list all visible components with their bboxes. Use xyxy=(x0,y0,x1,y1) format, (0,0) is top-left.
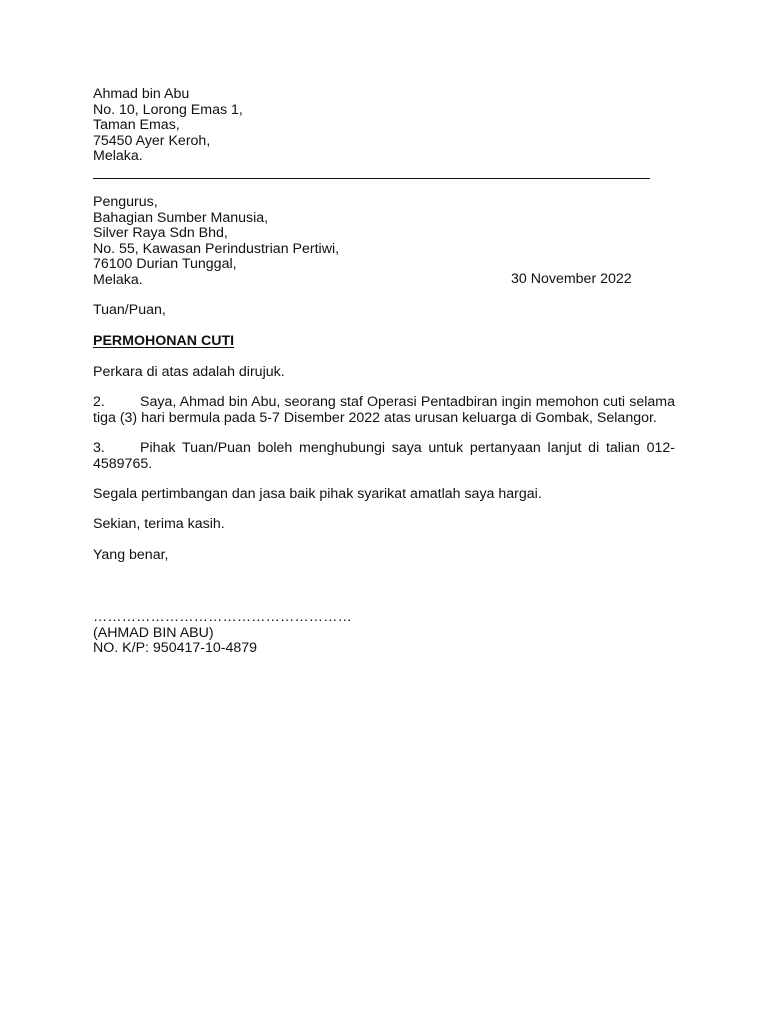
recipient-line: Bahagian Sumber Manusia, xyxy=(93,209,269,226)
reference-paragraph xyxy=(93,365,678,381)
signoff-text: Yang benar, xyxy=(93,547,169,563)
signatory-ic-number: NO. K/P: 950417-10-4879 xyxy=(93,640,258,656)
closing-text: Sekian, terima kasih. xyxy=(93,516,225,532)
sender-address-line: Melaka. xyxy=(93,148,143,164)
paragraph-number: 3. xyxy=(93,440,105,456)
recipient-line: Melaka. xyxy=(93,271,143,288)
sender-address-line: No. 10, Lorong Emas 1, xyxy=(93,101,243,118)
letter-date: 30 November 2022 xyxy=(511,271,632,287)
recipient-line: Silver Raya Sdn Bhd, xyxy=(93,225,228,241)
appreciation-text: Segala pertimbangan dan jasa baik pihak syarikat amatlah saya hargai. xyxy=(93,486,542,502)
recipient-line: No. 55, Kawasan Perindustrian Pertiwi, xyxy=(93,240,340,257)
salutation xyxy=(93,303,678,319)
paragraph-text: Pihak Tuan/Puan boleh menghubungi saya untuk pertanyaan lanjut di talian 012-4589765. xyxy=(93,440,675,472)
paragraph-text: Saya, Ahmad bin Abu, seorang staf Operasi Pentadbiran ingin memohon cuti selama tiga (3) hari bermula pada 5-7 Disember 2022 atas urusan keluarga di Gombak, Selangor. xyxy=(93,394,675,426)
subject-heading xyxy=(93,334,678,350)
signoff xyxy=(93,548,678,564)
sender-address-line: 75450 Ayer Keroh, xyxy=(93,132,211,149)
paragraph-3 xyxy=(93,441,675,472)
sender-name: Ahmad bin Abu xyxy=(93,86,190,102)
signature-block xyxy=(93,610,678,657)
paragraph-2 xyxy=(93,395,675,426)
recipient-line: 76100 Durian Tunggal, xyxy=(93,256,237,272)
appreciation-paragraph xyxy=(93,487,678,503)
subject-text: PERMOHONAN CUTI xyxy=(93,333,235,349)
reference-text: Perkara di atas adalah dirujuk. xyxy=(93,364,285,380)
recipient-line: Pengurus, xyxy=(93,194,158,210)
sender-address-line: Taman Emas, xyxy=(93,117,180,133)
signature-line: ……………………………………………… xyxy=(93,609,352,625)
header-divider xyxy=(93,178,650,179)
closing-paragraph xyxy=(93,517,678,533)
sender-address xyxy=(93,87,678,165)
salutation-text: Tuan/Puan, xyxy=(93,302,166,318)
signatory-name: (AHMAD BIN ABU) xyxy=(93,624,214,641)
paragraph-number: 2. xyxy=(93,394,105,410)
